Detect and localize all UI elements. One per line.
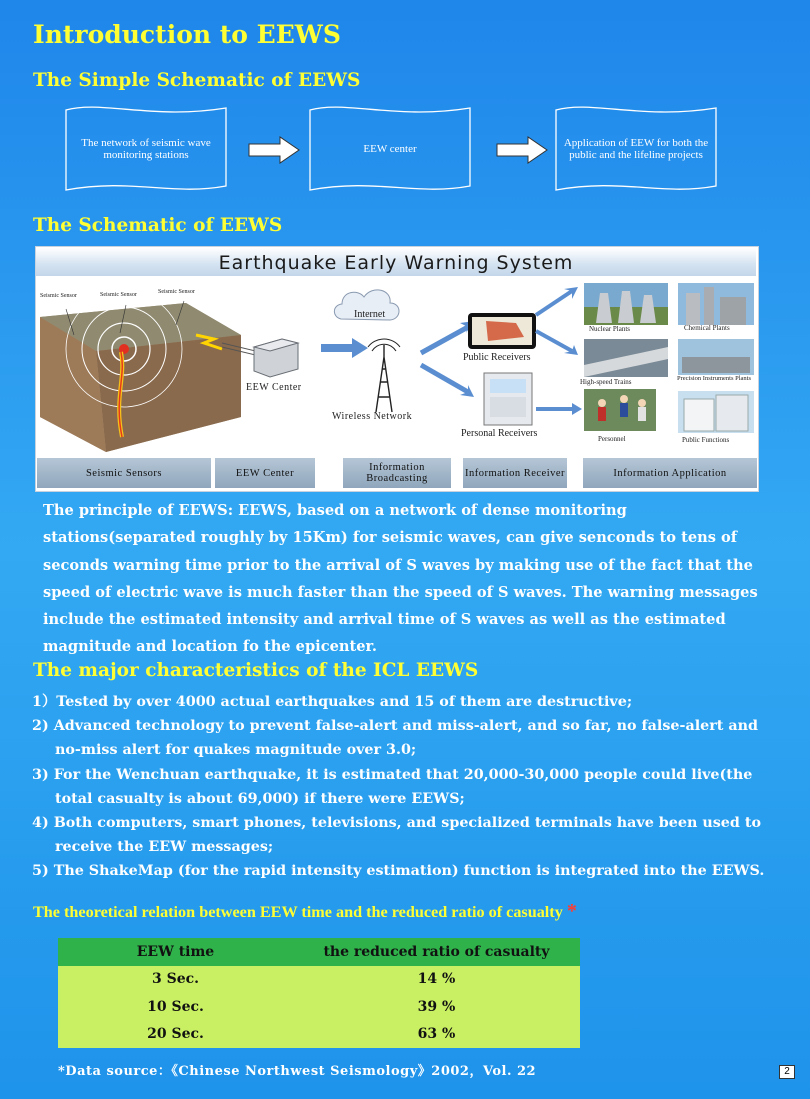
relation-heading: [33, 900, 577, 923]
list-item: total casualty is about 69,000) if there were EEWS;: [55, 790, 465, 807]
eew-time-cell: 3 Sec.: [58, 966, 293, 994]
personal-receivers-label: Personal Receivers: [461, 428, 538, 439]
nuclear-plants-label: Nuclear Plants: [589, 325, 631, 333]
asterisk-mark: *: [566, 900, 577, 922]
eew-time-cell: 10 Sec.: [58, 993, 293, 1021]
page-title: Introduction to EEWS: [33, 20, 341, 49]
chemical-plants-label: Chemical Plants: [684, 324, 730, 332]
reduced-ratio-cell: 39 %: [293, 993, 580, 1021]
table-row: [58, 966, 580, 994]
table-row: [58, 993, 580, 1021]
banner-monitoring-stations: [62, 104, 230, 194]
sensor-label: Seismic Sensor: [158, 289, 195, 295]
characteristics-heading: The major characteristics of the ICL EEWS: [33, 660, 479, 681]
column-header: the reduced ratio of casualty: [293, 938, 580, 966]
trains-label: High-speed Trains: [580, 378, 632, 386]
page-number: 2: [779, 1065, 795, 1079]
list-item: 1）Tested by over 4000 actual earthquakes and 15 of them are destructive;: [32, 694, 633, 710]
eew-center-label: EEW Center: [246, 382, 302, 393]
banner-application: [552, 104, 720, 194]
table-header-row: [58, 938, 580, 966]
wireless-network-label: Wireless Network: [332, 411, 413, 422]
public-receivers-label: Public Receivers: [463, 352, 531, 363]
internet-label: Internet: [354, 309, 386, 320]
list-item: 4) Both computers, smart phones, televisions, and specialized terminals have been used to: [32, 815, 762, 832]
characteristics-list: [32, 690, 772, 884]
list-item: no-miss alert for quakes magnitude over 3.0;: [55, 742, 417, 759]
public-functions-label: Public Functions: [682, 436, 730, 444]
eew-time-cell: 20 Sec.: [58, 1021, 293, 1049]
casualty-ratio-table: [58, 938, 580, 1048]
personnel-label: Personnel: [598, 435, 626, 443]
table-row: [58, 1021, 580, 1049]
relation-heading-text: The theoretical relation between EEW time and the reduced ratio of casualty: [33, 903, 563, 921]
simple-schematic-heading: The Simple Schematic of EEWS: [33, 70, 361, 91]
banner-label: Application of EEW for both the public and the lifeline projects: [563, 137, 709, 161]
data-source-note: *Data source：《Chinese Northwest Seismology》2002，Vol. 22: [58, 1064, 537, 1079]
sensor-label: Seismic Sensor: [100, 292, 137, 298]
reduced-ratio-cell: 63 %: [293, 1021, 580, 1049]
footer-seismic-sensors: Seismic Sensors: [36, 457, 212, 489]
list-item: 5) The ShakeMap (for the rapid intensity estimation) function is integrated into the EEWS.: [32, 863, 765, 880]
footer-eew-center: EEW Center: [214, 457, 316, 489]
banner-eew-center: [306, 104, 474, 194]
sensor-label: Seismic Sensor: [40, 293, 77, 299]
principle-paragraph: The principle of EEWS: EEWS, based on a network of dense monitoring stations(separated roughly by 15Km) for seismic waves, can give senconds to tens of seconds warning time prior to the arrival of S waves by making use of the fact that the speed of electric wave is much faster than the speed of S waves. The warning messages include the estimated intensity and arrival time of S waves as well as the estimated magnitude and location fo the epicenter.: [43, 502, 758, 656]
footer-info-application: Information Application: [582, 457, 758, 489]
list-item: 3) For the Wenchuan earthquake, it is estimated that 20,000-30,000 people could live(the: [32, 766, 753, 783]
precision-plants-label: Precision Instruments Plants: [676, 375, 752, 382]
right-arrow-icon: [496, 136, 548, 164]
eews-system-diagram: [35, 246, 759, 492]
list-item: receive the EEW messages;: [55, 839, 274, 856]
footer-info-receiver: Information Receiver: [462, 457, 568, 489]
banner-label: The network of seismic wave monitoring stations: [81, 137, 211, 161]
right-arrow-icon: [248, 136, 300, 164]
diagram-graphics: [36, 247, 758, 491]
column-header: EEW time: [58, 938, 293, 966]
diagram-title: Earthquake Early Warning System: [36, 248, 756, 276]
footer-info-broadcasting: Information Broadcasting: [342, 457, 452, 489]
banner-label: EEW center: [363, 143, 417, 155]
list-item: 2) Advanced technology to prevent false-alert and miss-alert, and so far, no false-alert and: [32, 718, 758, 735]
schematic-heading: The Schematic of EEWS: [33, 215, 283, 236]
reduced-ratio-cell: 14 %: [293, 966, 580, 994]
